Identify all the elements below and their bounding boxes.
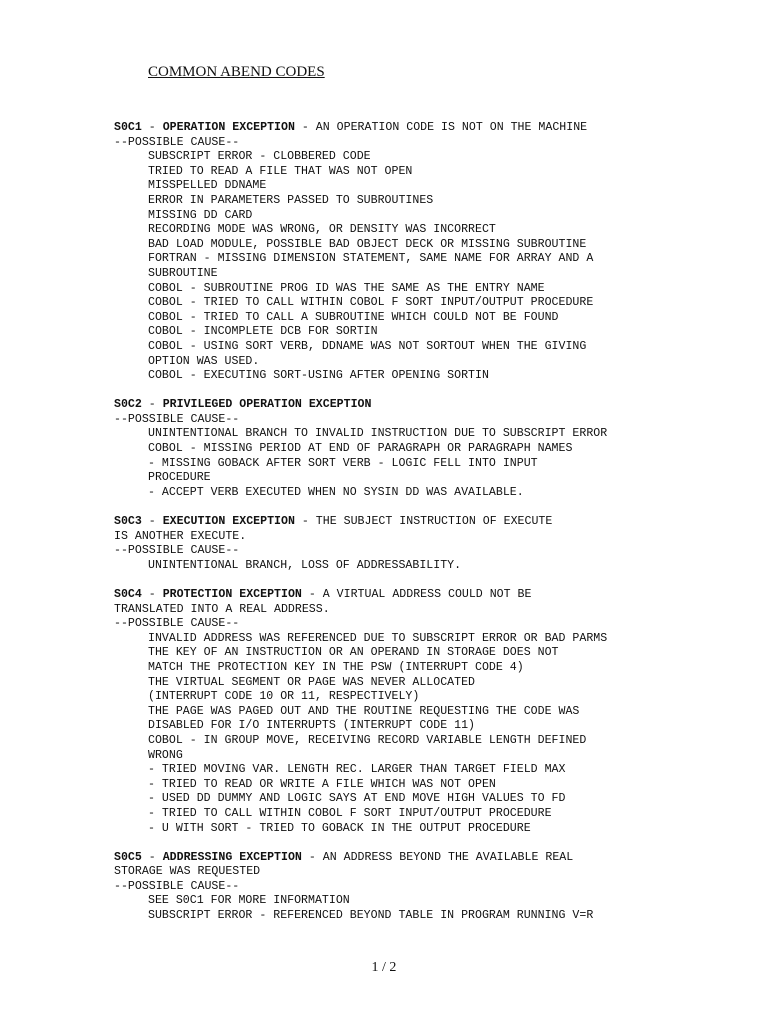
section-heading: S0C3 - EXECUTION EXCEPTION - THE SUBJECT INSTRUCTION OF EXECUTE [114,515,553,529]
cause-line: DISABLED FOR I/O INTERRUPTS (INTERRUPT CODE 11) [148,719,475,733]
abend-section-s0c1 [114,121,754,384]
cause-line: COBOL - IN GROUP MOVE, RECEIVING RECORD VARIABLE LENGTH DEFINED [148,733,587,747]
cause-line: COBOL - INCOMPLETE DCB FOR SORTIN [148,325,378,339]
abend-code: S0C3 [114,515,142,529]
possible-cause-label: --POSSIBLE CAUSE-- [114,617,240,631]
cause-line: COBOL - USING SORT VERB, DDNAME WAS NOT SORTOUT WHEN THE GIVING [148,339,587,353]
page-number: 1 / 2 [371,960,397,975]
cause-line: COBOL - TRIED TO CALL WITHIN COBOL F SORT INPUT/OUTPUT PROCEDURE [148,296,594,310]
exception-description: A VIRTUAL ADDRESS COULD NOT BE [322,588,532,601]
section-heading: S0C5 - ADDRESSING EXCEPTION - AN ADDRESS BEYOND THE AVAILABLE REAL [114,850,574,864]
cause-line: BAD LOAD MODULE, POSSIBLE BAD OBJECT DECK OR MISSING SUBROUTINE [148,237,587,251]
abend-code: S0C2 [114,398,142,412]
exception-description-continued: STORAGE WAS REQUESTED [114,865,261,879]
exception-description-continued: IS ANOTHER EXECUTE. [114,529,247,543]
cause-line: ERROR IN PARAMETERS PASSED TO SUBROUTINES [148,193,434,207]
cause-line: - ACCEPT VERB EXECUTED WHEN NO SYSIN DD WAS AVAILABLE. [148,485,524,499]
cause-line: INVALID ADDRESS WAS REFERENCED DUE TO SUBSCRIPT ERROR OR BAD PARMS [148,631,608,645]
abend-code: S0C5 [114,850,142,864]
cause-line: SEE S0C1 FOR MORE INFORMATION [148,894,350,908]
exception-description-continued: TRANSLATED INTO A REAL ADDRESS. [114,602,330,616]
cause-line: COBOL - EXECUTING SORT-USING AFTER OPENING SORTIN [148,369,489,383]
cause-line: - U WITH SORT - TRIED TO GOBACK IN THE OUTPUT PROCEDURE [148,821,531,835]
cause-line: COBOL - MISSING PERIOD AT END OF PARAGRAPH OR PARAGRAPH NAMES [148,442,573,456]
abend-section-s0c3 [114,515,754,573]
cause-line: SUBSCRIPT ERROR - CLOBBERED CODE [148,150,371,164]
abend-section-s0c5 [114,851,754,924]
cause-line: SUBSCRIPT ERROR - REFERENCED BEYOND TABLE IN PROGRAM RUNNING V=R [148,909,594,923]
exception-description: THE SUBJECT INSTRUCTION OF EXECUTE [315,515,553,529]
cause-line: - MISSING GOBACK AFTER SORT VERB - LOGIC FELL INTO INPUT [148,456,538,470]
cause-line: RECORDING MODE WAS WRONG, OR DENSITY WAS INCORRECT [148,223,496,237]
cause-line: MISSING DD CARD [148,208,253,222]
section-heading: S0C1 - OPERATION EXCEPTION - AN OPERATION CODE IS NOT ON THE MACHINE [114,121,588,134]
cause-line: THE VIRTUAL SEGMENT OR PAGE WAS NEVER ALLOCATED [148,675,475,689]
cause-line: PROCEDURE [148,471,211,485]
abend-code-list [114,121,754,938]
cause-line: SUBROUTINE [148,266,218,280]
page-title: COMMON ABEND CODES [148,64,325,80]
cause-line: COBOL - TRIED TO CALL A SUBROUTINE WHICH COULD NOT BE FOUND [148,310,559,324]
abend-code: S0C4 [114,588,142,601]
abend-code: S0C1 [114,121,142,134]
cause-line: WRONG [148,748,183,762]
cause-line: FORTRAN - MISSING DIMENSION STATEMENT, SAME NAME FOR ARRAY AND A [148,252,594,266]
abend-section-s0c2 [114,398,754,500]
cause-line: - TRIED TO READ OR WRITE A FILE WHICH WAS NOT OPEN [148,777,496,791]
cause-line: (INTERRUPT CODE 10 OR 11, RESPECTIVELY) [148,690,420,704]
abend-section-s0c4 [114,588,754,836]
cause-line: - TRIED MOVING VAR. LENGTH REC. LARGER THAN TARGET FIELD MAX [148,763,566,777]
exception-description: AN OPERATION CODE IS NOT ON THE MACHINE [315,121,588,134]
cause-line: TRIED TO READ A FILE THAT WAS NOT OPEN [148,164,413,178]
possible-cause-label: --POSSIBLE CAUSE-- [114,135,240,149]
cause-line: UNINTENTIONAL BRANCH TO INVALID INSTRUCTION DUE TO SUBSCRIPT ERROR [148,427,608,441]
possible-cause-label: --POSSIBLE CAUSE-- [114,412,240,426]
cause-line: OPTION WAS USED. [148,354,260,368]
possible-cause-label: --POSSIBLE CAUSE-- [114,879,240,893]
possible-cause-label: --POSSIBLE CAUSE-- [114,544,240,558]
cause-line: MISSPELLED DDNAME [148,179,267,193]
exception-name: PROTECTION EXCEPTION [162,588,302,601]
cause-line: COBOL - SUBROUTINE PROG ID WAS THE SAME AS THE ENTRY NAME [148,281,545,295]
exception-name: EXECUTION EXCEPTION [162,515,295,529]
cause-line: THE KEY OF AN INSTRUCTION OR AN OPERAND IN STORAGE DOES NOT [148,646,559,660]
exception-name: ADDRESSING EXCEPTION [162,850,302,864]
section-heading: S0C4 - PROTECTION EXCEPTION - A VIRTUAL ADDRESS COULD NOT BE [114,588,532,601]
exception-description: AN ADDRESS BEYOND THE AVAILABLE REAL [322,850,574,864]
cause-line: UNINTENTIONAL BRANCH, LOSS OF ADDRESSABILITY. [148,558,462,572]
cause-line: MATCH THE PROTECTION KEY IN THE PSW (INTERRUPT CODE 4) [148,660,524,674]
cause-line: - USED DD DUMMY AND LOGIC SAYS AT END MOVE HIGH VALUES TO FD [148,792,566,806]
section-heading: S0C2 - PRIVILEGED OPERATION EXCEPTION [114,398,372,412]
cause-line: - TRIED TO CALL WITHIN COBOL F SORT INPUT/OUTPUT PROCEDURE [148,806,552,820]
exception-name: OPERATION EXCEPTION [162,121,295,134]
exception-name: PRIVILEGED OPERATION EXCEPTION [162,398,372,412]
cause-line: THE PAGE WAS PAGED OUT AND THE ROUTINE REQUESTING THE CODE WAS [148,704,580,718]
